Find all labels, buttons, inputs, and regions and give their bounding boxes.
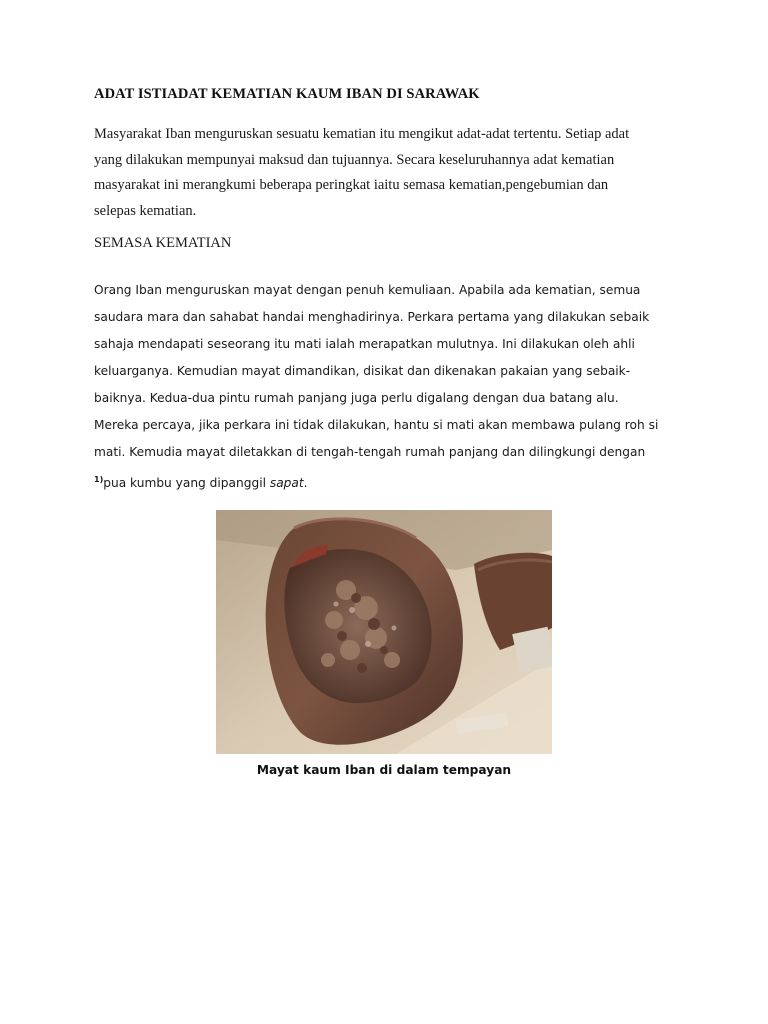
italic-term: sapat — [269, 476, 304, 490]
section-heading: SEMASA KEMATIAN — [94, 235, 232, 251]
body-line: mati. Kemudia mayat diletakkan di tengah-tengah rumah panjang dan dilingkungi dengan — [94, 445, 646, 459]
intro-line: Masyarakat Iban menguruskan sesuatu kematian itu mengikut adat-adat tertentu. Setiap adat — [94, 126, 630, 142]
intro-line: yang dilakukan mempunyai maksud dan tujuannya. Secara keseluruhannya adat kematian — [94, 151, 615, 168]
intro-line: selepas kematian. — [94, 202, 197, 219]
body-line: baiknya. Kedua-dua pintu rumah panjang juga perlu digalang dengan dua batang alu. — [94, 391, 619, 405]
body-paragraph — [94, 277, 694, 497]
body-line: sahaja mendapati seseorang itu mati ialah merapatkan mulutnya. Ini dilakukan oleh ahli — [94, 337, 635, 351]
document-title: ADAT ISTIADAT KEMATIAN KAUM IBAN DI SARAWAK — [94, 86, 480, 102]
jar-photo-illustration — [216, 510, 552, 754]
body-line: Mereka percaya, jika perkara ini tidak dilakukan, hantu si mati akan membawa pulang roh si — [94, 418, 659, 432]
figure-caption: Mayat kaum Iban di dalam tempayan — [256, 763, 512, 777]
body-line: Orang Iban menguruskan mayat dengan penuh kemuliaan. Apabila ada kematian, semua — [94, 283, 641, 297]
last-line-text: pua kumbu yang dipanggil — [103, 476, 270, 490]
body-line: saudara mara dan sahabat handai menghadirinya. Perkara pertama yang dilakukan sebaik — [94, 310, 650, 324]
figure-photo — [216, 510, 552, 754]
intro-paragraph — [94, 122, 694, 224]
body-line: keluarganya. Kemudian mayat dimandikan, disikat dan dikenakan pakaian yang sebaik- — [94, 364, 631, 378]
body-last-line — [94, 466, 694, 497]
last-line-end: . — [303, 476, 308, 490]
footnote-marker: 1) — [94, 475, 104, 484]
intro-line: masyarakat ini merangkumi beberapa peringkat iaitu semasa kematian,pengebumian dan — [94, 177, 609, 193]
